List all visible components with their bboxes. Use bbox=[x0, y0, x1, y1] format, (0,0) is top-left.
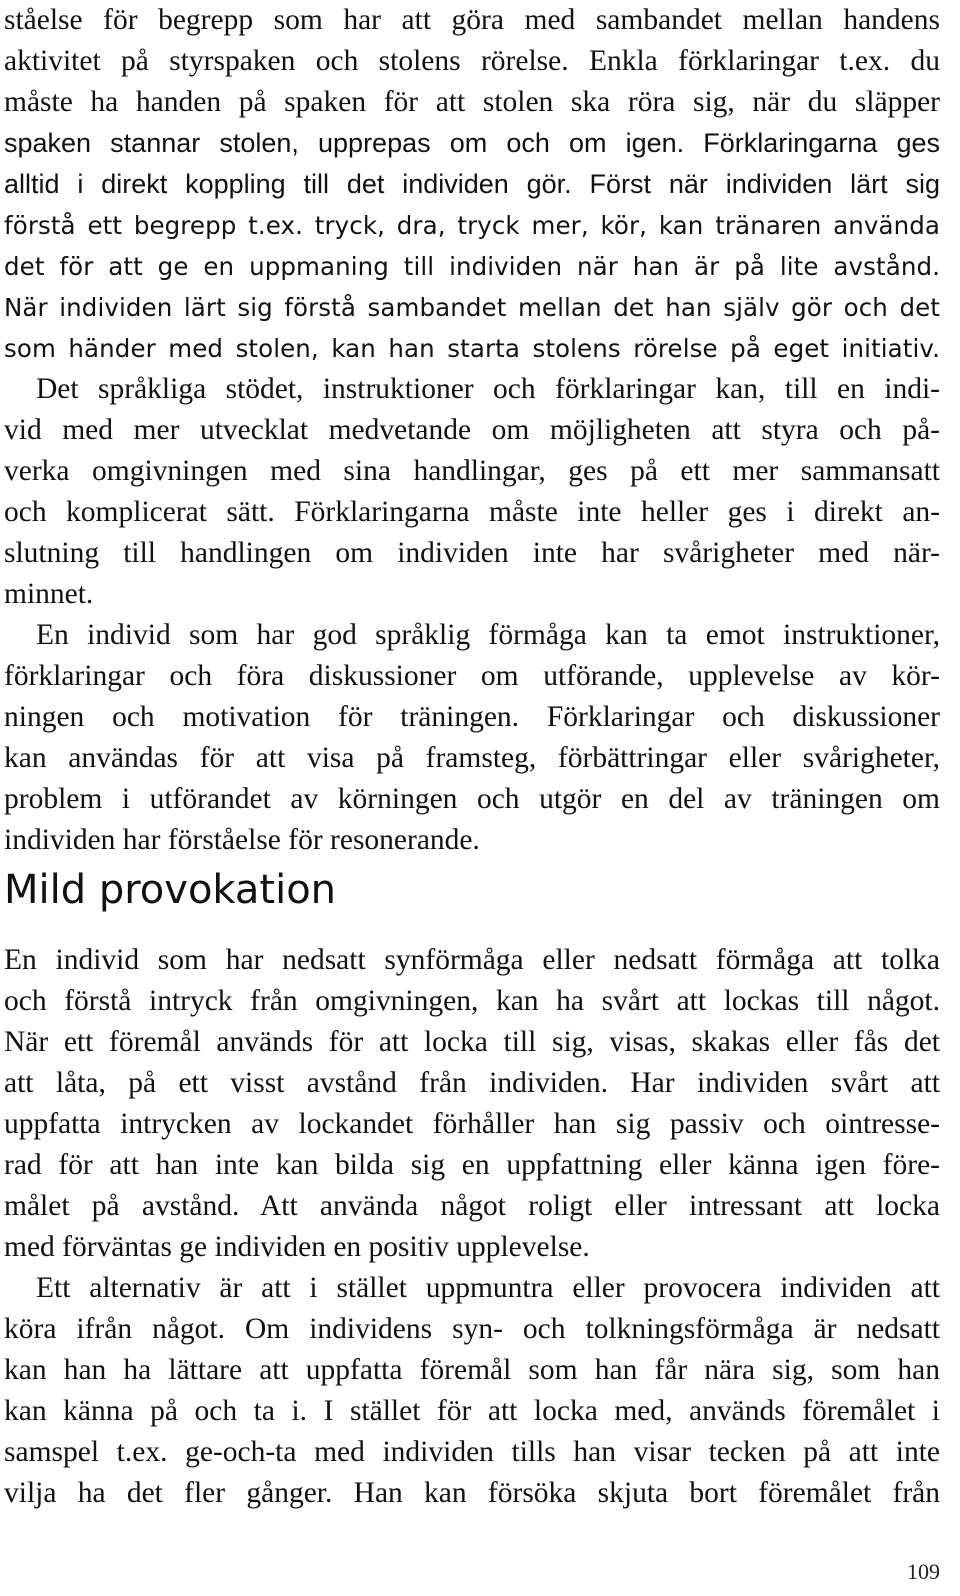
text-line: vid med mer utvecklat medvetande om möjligheten att styra och på- bbox=[4, 414, 940, 446]
text-line: En individ som har god språklig förmåga kan ta emot instruktioner, bbox=[36, 619, 940, 651]
text-line: Ett alternativ är att i stället uppmuntra eller provocera individen att bbox=[36, 1272, 940, 1304]
text-line: En individ som har nedsatt synförmåga eller nedsatt förmåga att tolka bbox=[4, 944, 940, 976]
text-line: kan användas för att visa på framsteg, förbättringar eller svårigheter, bbox=[4, 742, 940, 774]
text-line: uppfatta intrycken av lockandet förhåller han sig passiv och ointresse- bbox=[4, 1108, 940, 1140]
section-heading: Mild provokation bbox=[4, 867, 337, 913]
page-number: 109 bbox=[907, 1559, 940, 1584]
text-line: köra ifrån något. Om individens syn- och tolkningsförmåga är nedsatt bbox=[4, 1313, 940, 1345]
text-line: som händer med stolen, kan han starta stolens rörelse på eget initiativ. bbox=[4, 334, 940, 363]
text-line: att låta, på ett visst avstånd från individen. Har individen svårt att bbox=[4, 1067, 940, 1099]
paragraph bbox=[4, 1268, 940, 1514]
paragraph bbox=[4, 369, 940, 615]
paragraph bbox=[4, 615, 940, 861]
paragraph bbox=[4, 940, 940, 1268]
paragraph-continued bbox=[4, 0, 940, 369]
text-line: kan han ha lättare att uppfatta föremål som han får nära sig, som han bbox=[4, 1354, 940, 1386]
text-line: förklaringar och föra diskussioner om utförande, upplevelse av kör- bbox=[4, 660, 940, 692]
text-line: det för att ge en uppmaning till individen när han är på lite avstånd. bbox=[4, 252, 940, 281]
text-line: och komplicerat sätt. Förklaringarna måste inte heller ges i direkt an- bbox=[4, 496, 940, 528]
text-line: När ett föremål används för att locka till sig, visas, skakas eller fås det bbox=[4, 1026, 940, 1058]
text-line: aktivitet på styrspaken och stolens rörelse. Enkla förklaringar t.ex. du bbox=[4, 45, 940, 77]
text-line: Det språkliga stödet, instruktioner och förklaringar kan, till en indi- bbox=[36, 373, 940, 405]
text-line: individen har förståelse för resonerande. bbox=[4, 824, 480, 856]
text-line: När individen lärt sig förstå sambandet mellan det han själv gör och det bbox=[4, 293, 940, 322]
text-line: vilja ha det fler gånger. Han kan försöka skjuta bort föremålet från bbox=[4, 1477, 940, 1509]
text-line: alltid i direkt koppling till det individen gör. Först när individen lärt sig bbox=[4, 169, 940, 199]
text-line: förstå ett begrepp t.ex. tryck, dra, tryck mer, kör, kan tränaren använda bbox=[4, 211, 940, 240]
text-line: verka omgivningen med sina handlingar, ges på ett mer sammansatt bbox=[4, 455, 940, 487]
text-line: slutning till handlingen om individen inte har svårigheter med när- bbox=[4, 537, 940, 569]
text-line: målet på avstånd. Att använda något roligt eller intressant att locka bbox=[4, 1190, 940, 1222]
text-line: rad för att han inte kan bilda sig en uppfattning eller känna igen före- bbox=[4, 1149, 940, 1181]
text-line: och förstå intryck från omgivningen, kan ha svårt att lockas till något. bbox=[4, 985, 940, 1017]
text-line: måste ha handen på spaken för att stolen ska röra sig, när du släpper bbox=[4, 86, 940, 118]
text-line: problem i utförandet av körningen och utgör en del av träningen om bbox=[4, 783, 940, 815]
text-line: ståelse för begrepp som har att göra med sambandet mellan handens bbox=[4, 4, 940, 36]
text-line: med förväntas ge individen en positiv upplevelse. bbox=[4, 1231, 590, 1263]
text-line: spaken stannar stolen, upprepas om och om igen. Förklaringarna ges bbox=[4, 128, 940, 158]
text-line: samspel t.ex. ge-och-ta med individen tills han visar tecken på att inte bbox=[4, 1436, 940, 1468]
text-line: minnet. bbox=[4, 578, 94, 610]
text-line: kan känna på och ta i. I stället för att locka med, används föremålet i bbox=[4, 1395, 940, 1427]
text-line: ningen och motivation för träningen. Förklaringar och diskussioner bbox=[4, 701, 940, 733]
